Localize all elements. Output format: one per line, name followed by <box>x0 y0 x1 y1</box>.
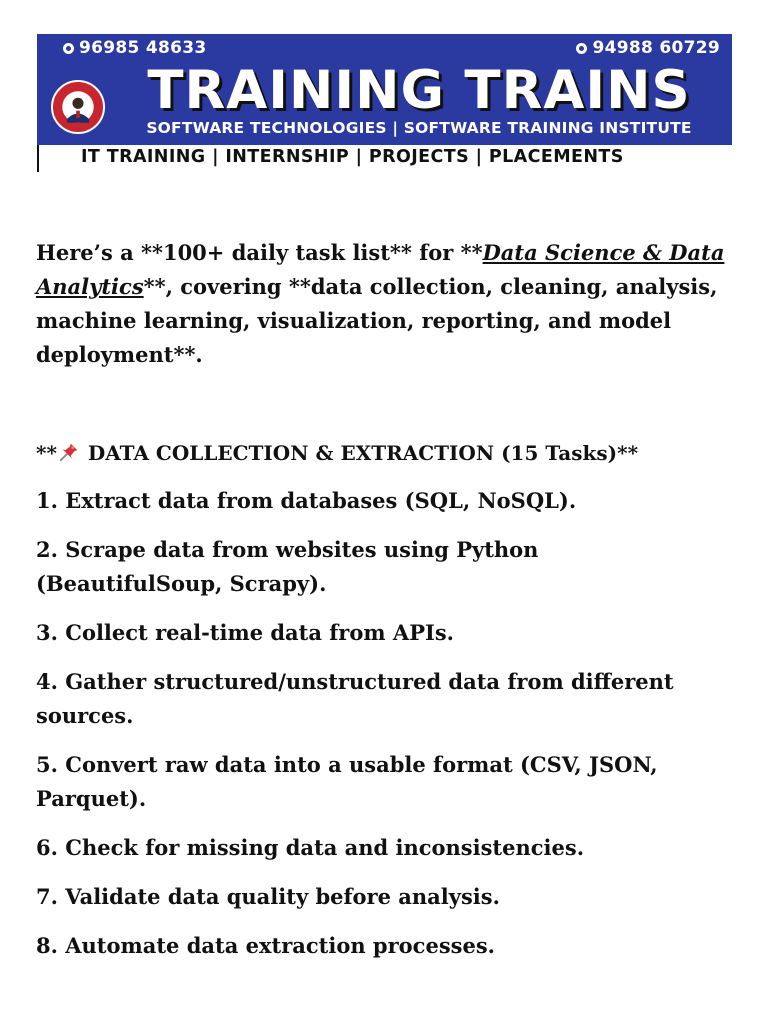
tagline-divider <box>37 145 39 172</box>
intro-text-start: Here’s a **100+ daily task list** for ** <box>36 240 483 265</box>
section-heading <box>36 438 726 468</box>
section-prefix: ** <box>36 441 57 465</box>
header-banner <box>37 34 732 145</box>
phone-left <box>63 38 207 58</box>
brand-subtitle: SOFTWARE TECHNOLOGIES | SOFTWARE TRAINING INSTITUTE <box>146 119 692 137</box>
phone-left-number: 96985 48633 <box>79 38 207 58</box>
list-item: 2. Scrape data from websites using Python (BeautifulSoup, Scrapy). <box>36 537 539 596</box>
document-body <box>36 236 726 963</box>
list-item: 3. Collect real-time data from APIs. <box>36 620 454 645</box>
logo-seal-graphic <box>53 82 103 132</box>
logo-seal <box>51 80 105 134</box>
list-item: 8. Automate data extraction processes. <box>36 933 495 958</box>
intro-paragraph <box>36 236 726 372</box>
list-item: 4. Gather structured/unstructured data from different sources. <box>36 669 674 728</box>
tagline-row <box>37 145 732 172</box>
phone-right-number: 94988 60729 <box>592 38 720 58</box>
pushpin-icon <box>58 441 80 463</box>
brand-title: TRAINING TRAINS <box>147 60 691 121</box>
phone-icon <box>63 43 74 54</box>
tagline: IT TRAINING | INTERNSHIP | PROJECTS | PLACEMENTS <box>81 147 624 167</box>
list-item: 1. Extract data from databases (SQL, NoSQL). <box>36 488 577 513</box>
task-list <box>36 484 726 963</box>
section-title-text: DATA COLLECTION & EXTRACTION (15 Tasks)** <box>80 441 639 465</box>
phone-right <box>576 38 720 58</box>
phone-icon <box>576 43 587 54</box>
list-item: 5. Convert raw data into a usable format (CSV, JSON, Parquet). <box>36 752 658 811</box>
intro-emphasis: Data Science & Data Analytics <box>36 240 725 299</box>
list-item: 6. Check for missing data and inconsistencies. <box>36 835 585 860</box>
intro-text-end: **, covering **data collection, cleaning, analysis, machine learning, visualization, reporting, and model deployment**. <box>36 274 718 367</box>
list-item: 7. Validate data quality before analysis. <box>36 884 500 909</box>
